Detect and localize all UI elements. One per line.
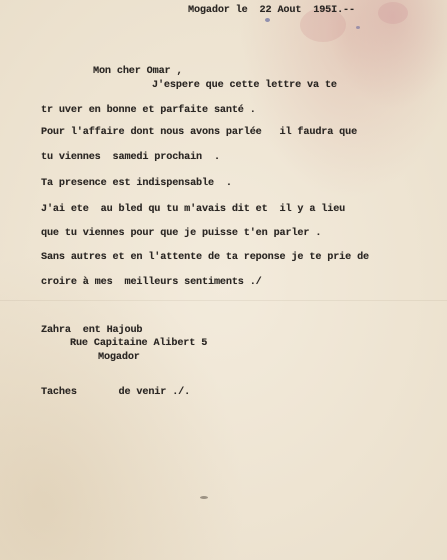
- postscript: Taches de venir ./.: [41, 387, 191, 398]
- ink-spot-blue-2: [356, 26, 360, 29]
- ink-spot-blue: [265, 18, 270, 22]
- sender-city: Mogador: [98, 352, 140, 363]
- dateline: Mogador le 22 Aout 195I.--: [188, 5, 355, 16]
- body-line: croire à mes meilleurs sentiments ./: [41, 277, 262, 288]
- body-line: J'ai ete au bled qu tu m'avais dit et il y a lieu: [41, 204, 346, 215]
- body-line: que tu viennes pour que je puisse t'en parler .: [41, 228, 322, 239]
- salutation: Mon cher Omar ,: [93, 66, 183, 77]
- body-line: Ta presence est indispensable .: [41, 178, 232, 189]
- body-line: Pour l'affaire dont nous avons parlée il faudra que: [41, 127, 358, 138]
- sender-name: Zahra ent Hajoub: [41, 325, 143, 336]
- paper-crease: [0, 300, 447, 301]
- body-line: tr uver en bonne et parfaite santé .: [41, 105, 256, 116]
- ink-stain-pink-small: [378, 2, 408, 24]
- body-line: Sans autres et en l'attente de ta reponse je te prie de: [41, 252, 369, 263]
- body-line: tu viennes samedi prochain .: [41, 152, 220, 163]
- age-spot: [200, 496, 208, 499]
- body-line: J'espere que cette lettre va te: [152, 80, 337, 91]
- sender-street: Rue Capitaine Alibert 5: [70, 338, 208, 349]
